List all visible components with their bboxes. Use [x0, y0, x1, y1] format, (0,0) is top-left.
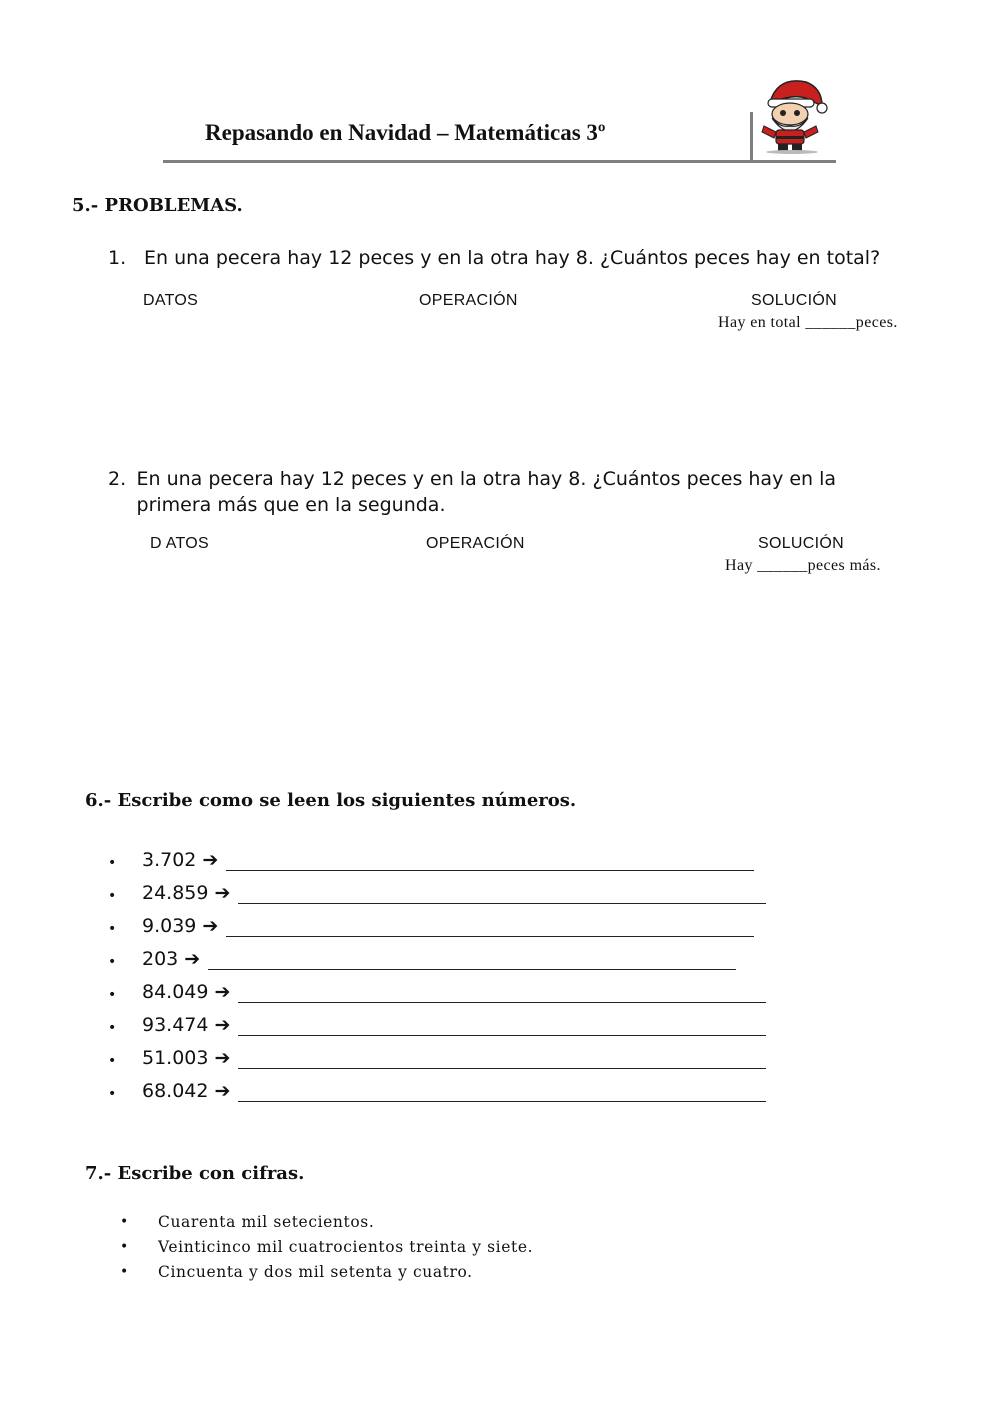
- answer-line[interactable]: [226, 852, 754, 871]
- arrow-right-icon: ➔: [184, 948, 201, 970]
- bullet: •: [108, 1020, 117, 1036]
- page-title: Repasando en Navidad – Matemáticas 3º: [205, 120, 606, 145]
- section-5-title: 5.- PROBLEMAS.: [72, 195, 243, 216]
- number-list: [108, 838, 766, 1102]
- arrow-right-icon: ➔: [214, 1047, 231, 1069]
- list-item: [108, 838, 766, 871]
- number-value: 3.702: [142, 849, 197, 871]
- problem-2-number: 2.: [108, 468, 127, 490]
- problem-1-operacion: OPERACIÓN: [419, 292, 518, 309]
- list-item: [120, 1234, 533, 1259]
- bullet: •: [108, 1053, 117, 1069]
- problem-1-text: En una pecera hay 12 peces y en la otra hay 8. ¿Cuántos peces hay en total?: [144, 247, 881, 269]
- answer-line[interactable]: [226, 918, 754, 937]
- section-6-title: 6.- Escribe como se leen los siguientes números.: [85, 790, 577, 811]
- arrow-right-icon: ➔: [202, 849, 219, 871]
- list-item: [120, 1209, 533, 1234]
- arrow-right-icon: ➔: [202, 915, 219, 937]
- bullet: •: [120, 1213, 129, 1230]
- problem-1-number: 1.: [108, 247, 127, 269]
- arrow-right-icon: ➔: [214, 1080, 231, 1102]
- list-item: [108, 904, 766, 937]
- bullet: •: [120, 1238, 129, 1255]
- bullet: •: [120, 1263, 129, 1280]
- answer-line[interactable]: [238, 885, 766, 904]
- cifra-text: Cuarenta mil setecientos.: [158, 1212, 375, 1231]
- cifras-list: [120, 1209, 533, 1284]
- number-value: 68.042: [142, 1080, 209, 1102]
- bullet: •: [108, 888, 117, 904]
- section-7-title: 7.- Escribe con cifras.: [85, 1163, 305, 1184]
- list-item: [108, 970, 766, 1003]
- arrow-right-icon: ➔: [214, 1014, 231, 1036]
- problem-1-datos: DATOS: [143, 292, 199, 309]
- problem-2-solucion: SOLUCIÓN: [758, 535, 844, 552]
- bullet: •: [108, 921, 117, 937]
- problem-2-operacion: OPERACIÓN: [426, 535, 525, 552]
- number-value: 9.039: [142, 915, 197, 937]
- bullet: •: [108, 1086, 117, 1102]
- answer-line[interactable]: [208, 951, 736, 970]
- problem-2-text: En una pecera hay 12 peces y en la otra hay 8. ¿Cuántos peces hay en la primera más que en la segunda.: [136, 468, 837, 516]
- cifra-text: Veinticinco mil cuatrocientos treinta y siete.: [158, 1237, 534, 1256]
- arrow-right-icon: ➔: [214, 882, 231, 904]
- problem-1-answer: Hay en total ______peces.: [718, 314, 898, 331]
- bullet: •: [108, 987, 117, 1003]
- problem-2-datos: D ATOS: [150, 535, 210, 552]
- bullet: •: [108, 855, 117, 871]
- answer-line[interactable]: [238, 1017, 766, 1036]
- number-value: 51.003: [142, 1047, 209, 1069]
- problem-1-solucion: SOLUCIÓN: [751, 292, 837, 309]
- list-item: [108, 871, 766, 904]
- problem-1: [108, 245, 938, 271]
- bullet: •: [108, 954, 117, 970]
- number-value: 203: [142, 948, 179, 970]
- title-divider: [750, 112, 753, 162]
- arrow-right-icon: ➔: [214, 981, 231, 1003]
- santa-icon: [756, 72, 828, 154]
- answer-line[interactable]: [238, 1083, 766, 1102]
- list-item: [108, 1069, 766, 1102]
- list-item: [108, 1003, 766, 1036]
- number-value: 24.859: [142, 882, 209, 904]
- list-item: [108, 1036, 766, 1069]
- title-underline: [163, 160, 836, 163]
- list-item: [108, 937, 766, 970]
- number-value: 93.474: [142, 1014, 209, 1036]
- answer-line[interactable]: [238, 984, 766, 1003]
- number-value: 84.049: [142, 981, 209, 1003]
- problem-2: [108, 466, 898, 518]
- answer-line[interactable]: [238, 1050, 766, 1069]
- list-item: [120, 1259, 533, 1284]
- cifra-text: Cincuenta y dos mil setenta y cuatro.: [158, 1262, 473, 1281]
- problem-2-answer: Hay ______peces más.: [725, 557, 881, 574]
